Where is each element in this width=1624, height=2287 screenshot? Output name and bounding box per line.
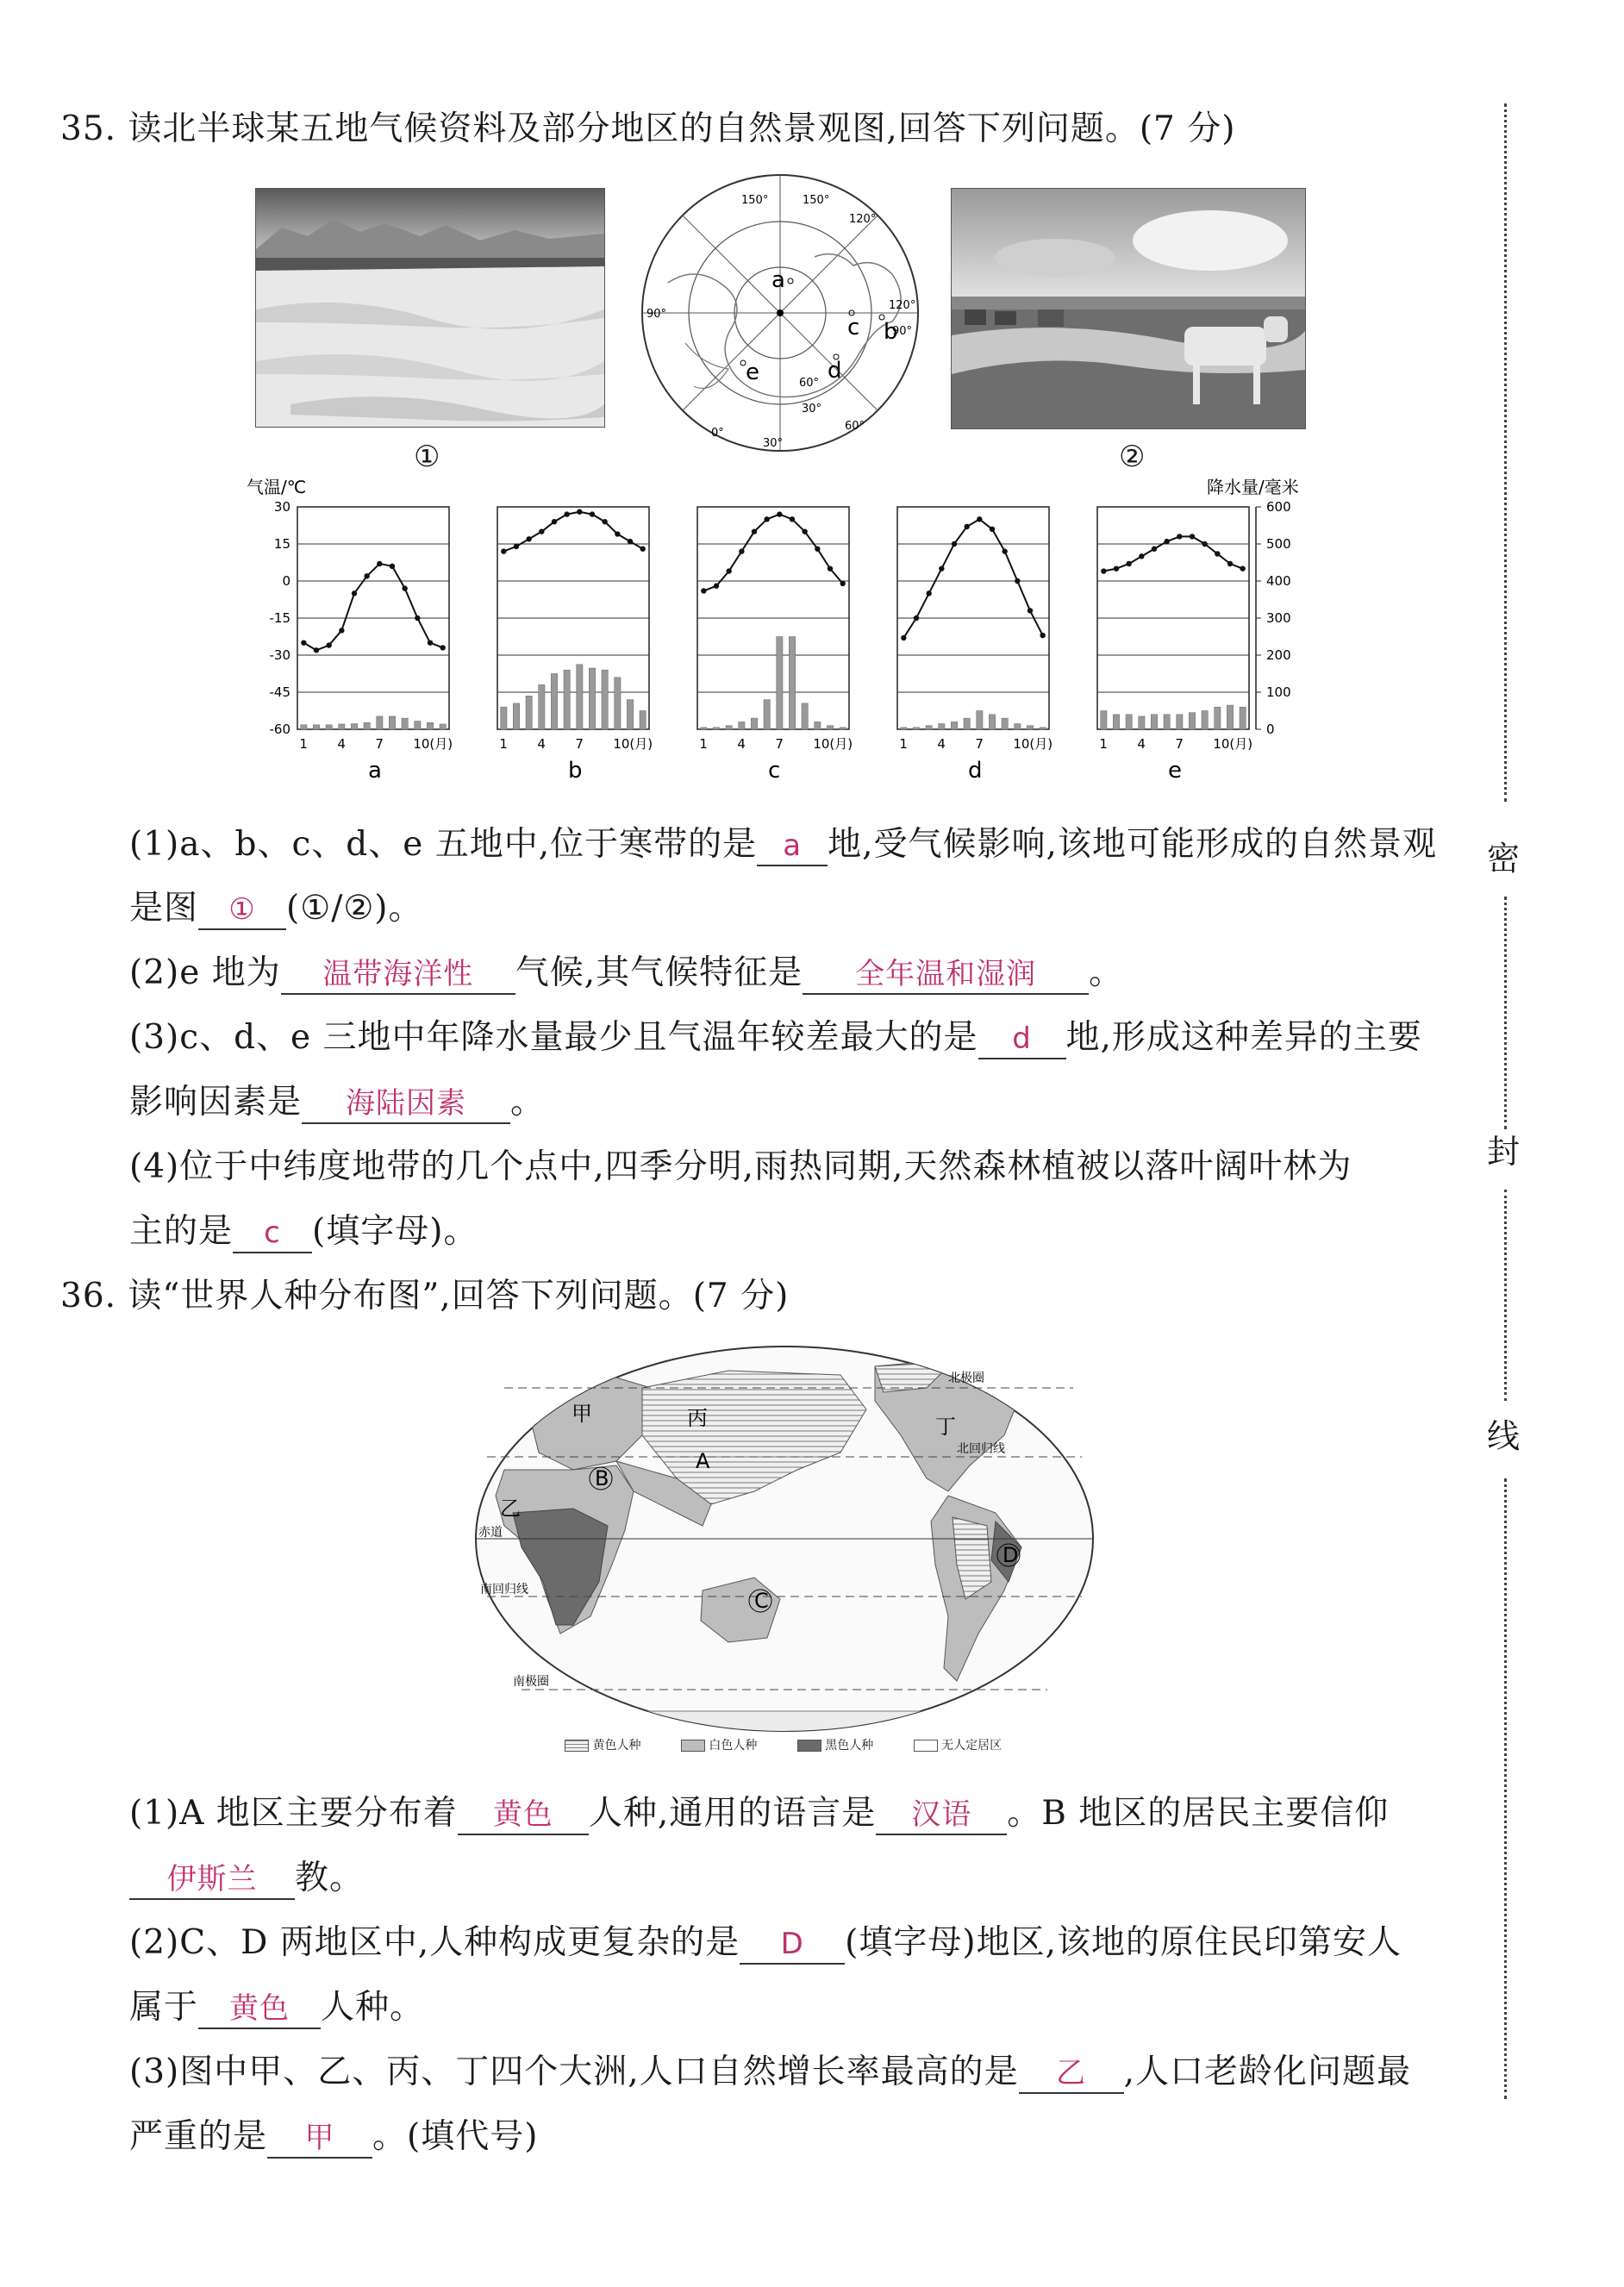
q35-sub1-post: (①/②)。 (286, 889, 423, 928)
precip-bar-d (901, 728, 907, 729)
q35-sub1-answer1[interactable]: a (757, 827, 828, 866)
q36-sub2-line1 (129, 1915, 1402, 1965)
polar-label-30b: 30° (763, 437, 784, 450)
temp-point-b (577, 509, 582, 515)
temp-point-c (739, 548, 744, 553)
q35-sub2-pre: (2)e 地为 (129, 953, 281, 992)
q35-sub1-pre: (1)a、b、c、d、e 五地中,位于寒带的是 (129, 825, 758, 864)
side-char-mi: 密 (1487, 840, 1521, 878)
temp-tick: 30 (273, 499, 290, 515)
grassland-photo-image (952, 189, 1305, 428)
tundra-photo-image (256, 189, 604, 427)
temp-point-c (828, 566, 833, 571)
precip-bar-c (713, 728, 719, 729)
x-tick-e: 7 (1175, 736, 1184, 752)
legend-yellow: 黄色人种 (592, 1739, 641, 1753)
map-label-A: A (696, 1449, 710, 1473)
precip-tick: 0 (1266, 722, 1275, 737)
q36-sub1-answer1[interactable]: 黄色 (458, 1796, 589, 1835)
x-tick-c: 4 (737, 736, 746, 752)
temp-point-d (939, 566, 944, 571)
temp-point-a (364, 573, 369, 578)
precip-bar-a (313, 725, 319, 729)
temp-point-b (628, 539, 633, 544)
chart-label-d: d (968, 758, 983, 784)
temp-point-b (615, 531, 620, 536)
x-tick-d: 7 (975, 736, 984, 752)
precip-bar-a (440, 724, 446, 729)
map-label-equator: 赤道 (478, 1526, 503, 1540)
precip-bar-c (701, 728, 707, 729)
question-36-title: 36. 读“世界人种分布图”,回答下列问题。(7 分) (60, 1277, 790, 1315)
precip-tick: 400 (1266, 573, 1291, 589)
precip-bar-b (501, 707, 507, 729)
q36-sub2-mid: (填字母)地区,该地的原住民印第安人 (845, 1923, 1402, 1962)
temp-point-e (1215, 551, 1220, 556)
temp-point-b (552, 519, 557, 524)
temp-tick: -60 (269, 722, 290, 737)
side-char-feng: 封 (1487, 1133, 1521, 1171)
q35-sub1-mid: 地,受气候影响,该地可能形成的自然景观 (828, 825, 1437, 864)
temp-point-a (326, 642, 331, 647)
temp-point-b (539, 528, 544, 534)
q36-sub2-answer2[interactable]: 黄色 (198, 1990, 321, 2029)
precip-tick: 500 (1266, 536, 1291, 552)
map-label-yi: 乙 (500, 1497, 521, 1521)
precip-bar-b (551, 674, 557, 730)
q36-sub3-line1 (129, 2045, 1411, 2094)
q35-sub3-line1 (129, 1010, 1422, 1059)
precip-bar-a (351, 724, 357, 729)
temp-tick: -45 (269, 684, 290, 700)
temp-point-a (440, 645, 445, 650)
precip-bar-d (964, 718, 970, 729)
precip-bar-b (640, 711, 646, 730)
temp-point-c (777, 511, 782, 516)
temp-point-b (501, 548, 506, 553)
temp-point-b (590, 511, 595, 516)
q35-sub2-answer1[interactable]: 温带海洋性 (281, 955, 515, 995)
world-race-map (470, 1340, 1099, 1753)
temp-point-e (1126, 561, 1131, 566)
q35-sub1-answer2[interactable]: ① (198, 890, 286, 930)
precip-bar-c (751, 718, 757, 729)
temp-point-b (564, 511, 569, 516)
x-tick-e: 4 (1137, 736, 1146, 752)
photo2-caption: ② (1119, 440, 1146, 474)
precip-bar-c (777, 637, 783, 730)
precip-bar-d (951, 722, 957, 729)
legend-white-swatch (681, 1740, 705, 1752)
map-label-arctic: 北极圈 (948, 1372, 984, 1385)
q36-sub1-post2: 教。 (295, 1859, 365, 1897)
binding-line-bottom (1504, 1478, 1508, 2099)
q36-sub3-answer2[interactable]: 甲 (267, 2119, 372, 2159)
polar-point-d: d (828, 358, 842, 384)
q35-sub3-answer1[interactable]: d (978, 1020, 1066, 1059)
x-tick-d: 1 (899, 736, 908, 752)
precip-bar-b (513, 703, 519, 729)
polar-map (634, 171, 927, 455)
temp-point-d (1027, 608, 1033, 613)
temp-point-d (1015, 578, 1020, 584)
polar-point-e: e (746, 359, 759, 385)
precip-bar-a (402, 718, 408, 729)
temp-point-d (977, 516, 982, 522)
map-label-tropic-capricorn: 南回归线 (480, 1583, 528, 1597)
x-tick-b: 1 (499, 736, 508, 752)
temp-point-d (901, 635, 906, 640)
q36-sub2-answer1[interactable]: D (740, 1925, 845, 1965)
temp-point-c (764, 516, 769, 522)
map-label-tropic-cancer: 北回归线 (957, 1442, 1005, 1456)
polar-label-120b: 120° (849, 213, 877, 226)
precip-bar-d (989, 715, 995, 729)
x-tick-d: 10(月) (1013, 736, 1053, 752)
q35-sub3-answer2[interactable]: 海陆因素 (302, 1084, 510, 1124)
legend-black-swatch (797, 1740, 821, 1752)
polar-point-a: a (771, 267, 785, 293)
precip-bar-c (802, 703, 808, 729)
precip-bar-d (977, 711, 983, 730)
map-label-B: B (595, 1466, 609, 1490)
temp-point-e (1202, 541, 1207, 547)
binding-line-mid2 (1504, 1190, 1508, 1401)
x-tick-e: 10(月) (1213, 736, 1253, 752)
temp-point-e (1164, 539, 1169, 544)
x-tick-b: 7 (575, 736, 584, 752)
precip-bar-e (1101, 711, 1107, 730)
q35-sub3-pre: (3)c、d、e 三地中年降水量最少且气温年较差最大的是 (129, 1018, 978, 1057)
q35-sub2-answer2[interactable]: 全年温和湿润 (803, 955, 1089, 995)
precip-bar-c (815, 722, 821, 729)
temp-point-a (402, 585, 407, 590)
q36-sub2-pre: (2)C、D 两地区中,人种构成更复杂的是 (129, 1923, 740, 1962)
temp-point-c (840, 581, 845, 586)
temp-point-e (1227, 561, 1233, 566)
precip-bar-e (1126, 715, 1132, 729)
q35-sub4-line1 (129, 1140, 1352, 1188)
x-tick-a: 4 (337, 736, 346, 752)
temp-point-a (301, 640, 306, 645)
temp-point-a (314, 647, 319, 653)
q35-sub2 (129, 946, 1123, 995)
temp-axis-label: 气温/℃ (247, 477, 307, 497)
precip-bar-d (1027, 726, 1033, 729)
q35-sub3-line2 (129, 1075, 545, 1124)
map-label-antarctic: 南极圈 (513, 1675, 549, 1689)
polar-label-120a: 120° (889, 299, 916, 312)
side-char-xian: 线 (1487, 1417, 1521, 1455)
q36-sub1-line2 (129, 1851, 364, 1900)
temp-point-d (1002, 548, 1007, 553)
temp-point-d (914, 615, 919, 621)
temp-tick: 15 (273, 536, 290, 552)
q35-sub2-mid: 气候,其气候特征是 (515, 953, 803, 992)
precip-bar-b (539, 684, 545, 729)
temp-point-e (1177, 534, 1182, 539)
q36-sub3-post2: 。(填代号) (372, 2117, 539, 2156)
precip-tick: 300 (1266, 610, 1291, 626)
precip-bar-d (926, 726, 932, 729)
precip-bar-c (739, 722, 745, 729)
legend-none-swatch (914, 1740, 938, 1752)
temp-point-d (990, 527, 995, 532)
q35-sub3-line2-pre: 影响因素是 (129, 1083, 303, 1122)
precip-bar-b (627, 700, 633, 729)
map-label-ding: 丁 (935, 1415, 956, 1439)
temp-point-b (514, 544, 519, 549)
temp-point-a (377, 561, 382, 566)
temp-point-b (526, 536, 531, 541)
q35-sub1-line1 (129, 817, 1437, 866)
temp-point-a (390, 564, 395, 569)
temp-point-c (790, 516, 795, 522)
q35-sub4-answer1[interactable]: c (233, 1214, 312, 1253)
precip-bar-d (1040, 728, 1046, 729)
q36-sub1-answer3[interactable]: 伊斯兰 (129, 1860, 295, 1900)
x-tick-e: 1 (1099, 736, 1108, 752)
question-35-title: 35. 读北半球某五地气候资料及部分地区的自然景观图,回答下列问题。(7 分) (60, 109, 1236, 148)
q36-sub3-line2 (129, 2109, 538, 2159)
x-tick-b: 4 (537, 736, 546, 752)
polar-label-0: 0° (711, 427, 724, 440)
precip-bar-a (339, 724, 345, 729)
precip-bar-a (427, 722, 433, 729)
q35-sub4-line2-pre: 主的是 (129, 1212, 234, 1251)
x-tick-b: 10(月) (613, 736, 653, 752)
precip-bar-a (377, 716, 383, 729)
temp-point-e (1240, 566, 1245, 571)
polar-label-150b: 150° (741, 194, 769, 207)
polar-point-b: b (884, 319, 898, 345)
temp-point-e (1190, 534, 1195, 539)
precip-tick: 100 (1266, 684, 1291, 700)
temp-point-c (726, 568, 731, 573)
precip-tick: 600 (1266, 499, 1291, 515)
precip-bar-b (564, 670, 570, 729)
x-tick-a: 10(月) (413, 736, 453, 752)
precip-bar-e (1139, 716, 1145, 729)
x-tick-d: 4 (937, 736, 946, 752)
chart-label-b: b (568, 758, 583, 784)
q36-sub3-line2-pre: 严重的是 (129, 2117, 268, 2156)
polar-point-c: c (847, 315, 860, 341)
chart-label-e: e (1168, 758, 1182, 784)
precip-bar-e (1177, 715, 1183, 729)
temp-point-c (752, 528, 757, 534)
precip-bar-c (827, 726, 833, 729)
q35-sub4-line2 (129, 1204, 478, 1253)
temp-point-a (339, 628, 344, 633)
binding-line-mid (1504, 897, 1508, 1129)
q36-sub3-post: ,人口老龄化问题最 (1123, 2053, 1412, 2091)
polar-label-150a: 150° (803, 194, 830, 207)
grassland-photo (951, 188, 1306, 429)
precip-bar-c (764, 700, 770, 729)
q36-sub1-pre: (1)A 地区主要分布着 (129, 1794, 458, 1833)
precip-bar-e (1227, 705, 1233, 729)
x-tick-c: 1 (699, 736, 708, 752)
legend-white: 白色人种 (709, 1739, 758, 1753)
temp-point-d (952, 541, 957, 547)
map-label-D: D (1003, 1543, 1019, 1567)
q36-sub3-pre: (3)图中甲、乙、丙、丁四个大洲,人口自然增长率最高的是 (129, 2053, 1019, 2091)
q35-sub1-line2-pre: 是图 (129, 889, 199, 928)
temp-tick: -15 (269, 610, 290, 626)
chart-label-c: c (768, 758, 781, 784)
q36-sub2-line2-pre: 属于 (129, 1988, 199, 2027)
precip-bar-a (415, 722, 421, 729)
precip-bar-d (939, 724, 945, 729)
precip-bar-e (1215, 707, 1221, 729)
q36-sub1-line1 (129, 1786, 1389, 1835)
q36-sub1-answer2[interactable]: 汉语 (876, 1796, 1007, 1835)
legend-black: 黑色人种 (825, 1739, 874, 1753)
precip-bar-a (301, 725, 307, 729)
temp-point-e (1101, 568, 1106, 573)
q35-sub3-mid: 地,形成这种差异的主要 (1065, 1018, 1422, 1057)
precip-bar-d (913, 728, 919, 729)
precip-bar-a (326, 725, 332, 729)
chart-label-a: a (368, 758, 382, 784)
precip-bar-b (526, 696, 532, 729)
q36-sub3-answer1[interactable]: 乙 (1019, 2054, 1124, 2094)
precip-bar-e (1164, 715, 1170, 729)
legend-yellow-swatch (565, 1740, 589, 1752)
temp-point-a (352, 590, 357, 596)
precip-bar-e (1240, 707, 1246, 729)
q35-sub3-post: 。 (510, 1083, 546, 1122)
q35-sub1-line2 (129, 881, 423, 930)
polar-map-svg (634, 171, 927, 455)
precip-bar-c (840, 728, 846, 729)
polar-label-60a: 60° (799, 377, 820, 390)
climate-charts (233, 472, 1595, 800)
precip-bar-d (1002, 718, 1008, 729)
temp-point-d (1040, 633, 1045, 638)
temp-point-c (802, 528, 807, 534)
map-label-C: C (754, 1589, 769, 1613)
polar-label-60b: 60° (845, 420, 865, 433)
polar-label-90a: 90° (892, 325, 913, 338)
world-race-map-svg (470, 1340, 1099, 1753)
precip-bar-d (1015, 724, 1021, 729)
precip-bar-a (364, 722, 370, 729)
map-label-bing: 丙 (687, 1406, 708, 1430)
temp-point-b (602, 519, 607, 524)
temp-point-c (701, 588, 706, 593)
temp-point-e (1152, 547, 1157, 552)
q35-sub4-post: (填字母)。 (312, 1212, 478, 1251)
x-tick-c: 7 (775, 736, 784, 752)
precip-axis-label: 降水量/毫米 (1207, 477, 1299, 497)
temp-point-a (415, 615, 420, 621)
temp-point-b (640, 547, 645, 552)
precip-bar-e (1113, 715, 1119, 729)
x-tick-a: 1 (299, 736, 308, 752)
precip-bar-b (602, 670, 608, 729)
q36-sub2-line2 (129, 1980, 424, 2029)
q36-sub1-mid: 人种,通用的语言是 (588, 1794, 877, 1833)
map-label-jia: 甲 (572, 1402, 592, 1426)
map-legend (565, 1736, 1002, 1753)
precip-bar-e (1151, 715, 1157, 729)
temp-point-e (1139, 553, 1144, 559)
temp-point-e (1114, 566, 1119, 571)
precip-tick: 200 (1266, 647, 1291, 663)
q35-sub2-post: 。 (1089, 953, 1124, 992)
temp-point-c (714, 584, 719, 589)
temp-point-d (964, 524, 969, 529)
x-tick-a: 7 (375, 736, 384, 752)
temp-tick: -30 (269, 647, 290, 663)
legend-none: 无人定居区 (941, 1739, 1003, 1753)
precip-bar-b (577, 665, 583, 729)
precip-bar-c (726, 726, 732, 729)
tundra-photo (255, 188, 605, 428)
temp-point-a (428, 640, 433, 645)
temp-tick: 0 (282, 573, 290, 589)
precip-bar-b (589, 668, 595, 729)
q36-sub1-post: 。B 地区的居民主要信仰 (1007, 1794, 1390, 1833)
precip-bar-e (1202, 711, 1208, 730)
precip-bar-b (615, 678, 621, 729)
polar-label-90b: 90° (646, 308, 667, 321)
temp-point-d (926, 590, 931, 596)
q35-sub4-pre: (4)位于中纬度地带的几个点中,四季分明,雨热同期,天然森林植被以落叶阔叶林为 (129, 1147, 1352, 1186)
x-tick-c: 10(月) (813, 736, 853, 752)
photo1-caption: ① (414, 440, 440, 474)
polar-label-30a: 30° (802, 403, 822, 416)
q36-sub2-post: 人种。 (321, 1988, 425, 2027)
precip-bar-a (389, 716, 395, 729)
temp-point-c (815, 547, 820, 552)
precip-bar-e (1189, 713, 1195, 729)
precip-bar-c (789, 637, 795, 730)
